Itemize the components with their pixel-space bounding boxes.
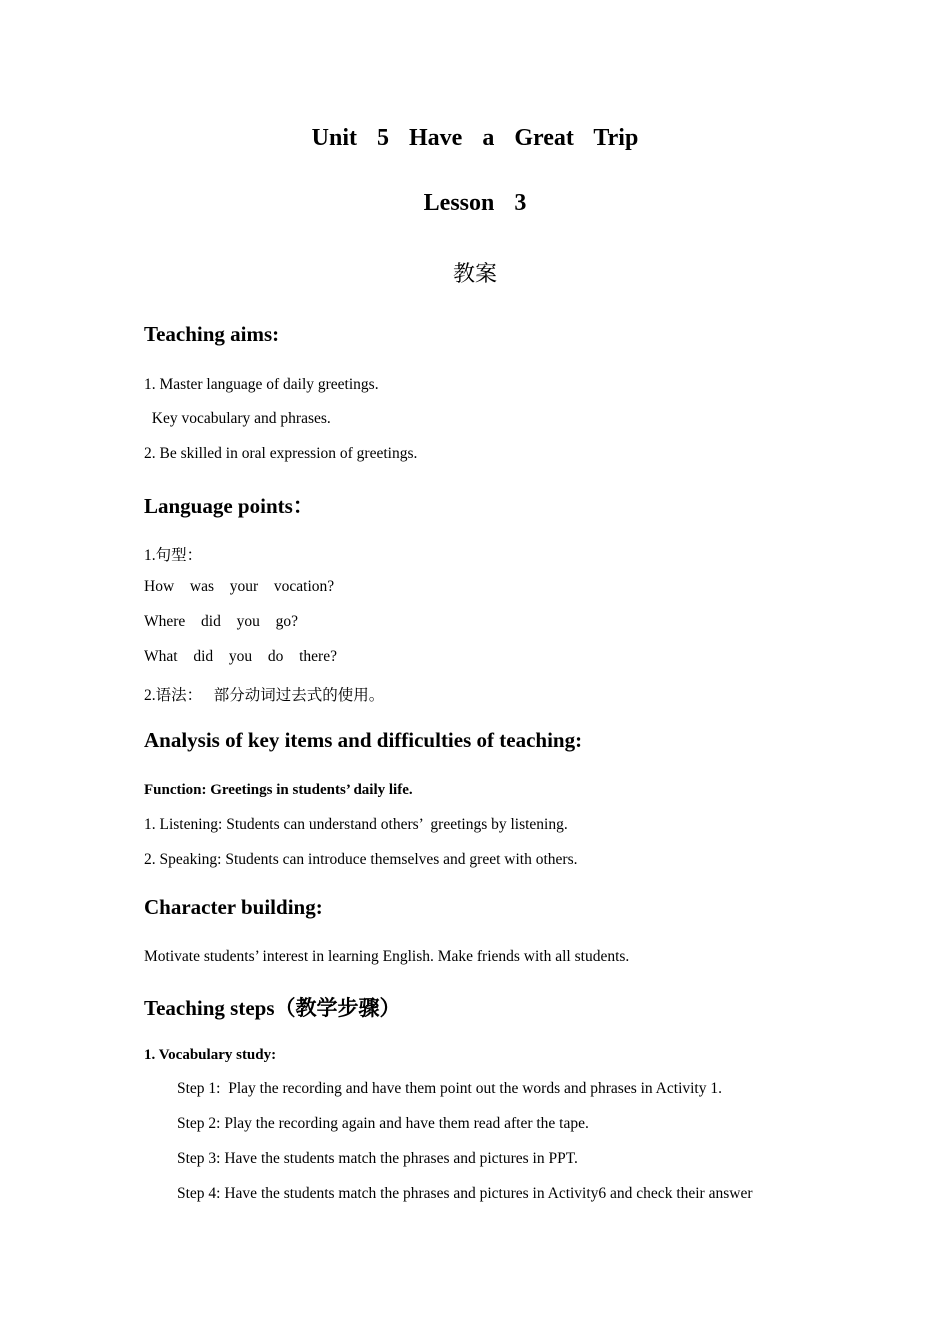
sentence-pattern: What did you do there? <box>144 648 337 665</box>
teaching-aims-heading: Teaching aims: <box>144 322 280 346</box>
function-line: Function: Greetings in students’ daily life. <box>144 782 413 798</box>
sentence-pattern: Where did you go? <box>144 613 298 630</box>
character-building-text: Motivate students’ interest in learning English. Make friends with all students. <box>144 948 630 965</box>
character-building-heading: Character building: <box>144 895 323 919</box>
teaching-aim-item: 2. Be skilled in oral expression of greetings. <box>144 445 418 462</box>
unit-title: Unit 5 Have a Great Trip <box>311 125 639 151</box>
sentence-pattern-label: 1.句型： <box>144 547 203 564</box>
document-type-title: 教案 <box>452 262 497 287</box>
analysis-heading: Analysis of key items and difficulties of teaching: <box>144 728 583 752</box>
analysis-item: 2. Speaking: Students can introduce themselves and greet with others. <box>144 851 578 868</box>
grammar-point: 2.语法： 部分动词过去式的使用。 <box>144 687 385 704</box>
teaching-step: Step 2: Play the recording again and have them read after the tape. <box>177 1115 589 1132</box>
teaching-step: Step 4: Have the students match the phrases and pictures in Activity6 and check their answer <box>177 1185 753 1202</box>
teaching-step: Step 3: Have the students match the phrases and pictures in PPT. <box>177 1150 578 1167</box>
teaching-aim-item: Key vocabulary and phrases. <box>144 410 331 427</box>
analysis-item: 1. Listening: Students can understand others’ greetings by listening. <box>144 816 568 833</box>
teaching-step: Step 1: Play the recording and have them point out the words and phrases in Activity 1. <box>177 1080 722 1097</box>
vocabulary-study-label: 1. Vocabulary study: <box>144 1047 277 1063</box>
teaching-steps-heading: Teaching steps（教学步骤） <box>144 996 401 1020</box>
language-points-heading: Language points： <box>144 494 314 518</box>
teaching-aim-item: 1. Master language of daily greetings. <box>144 376 379 393</box>
lesson-title: Lesson 3 <box>423 190 527 216</box>
sentence-pattern: How was your vocation? <box>144 578 335 595</box>
